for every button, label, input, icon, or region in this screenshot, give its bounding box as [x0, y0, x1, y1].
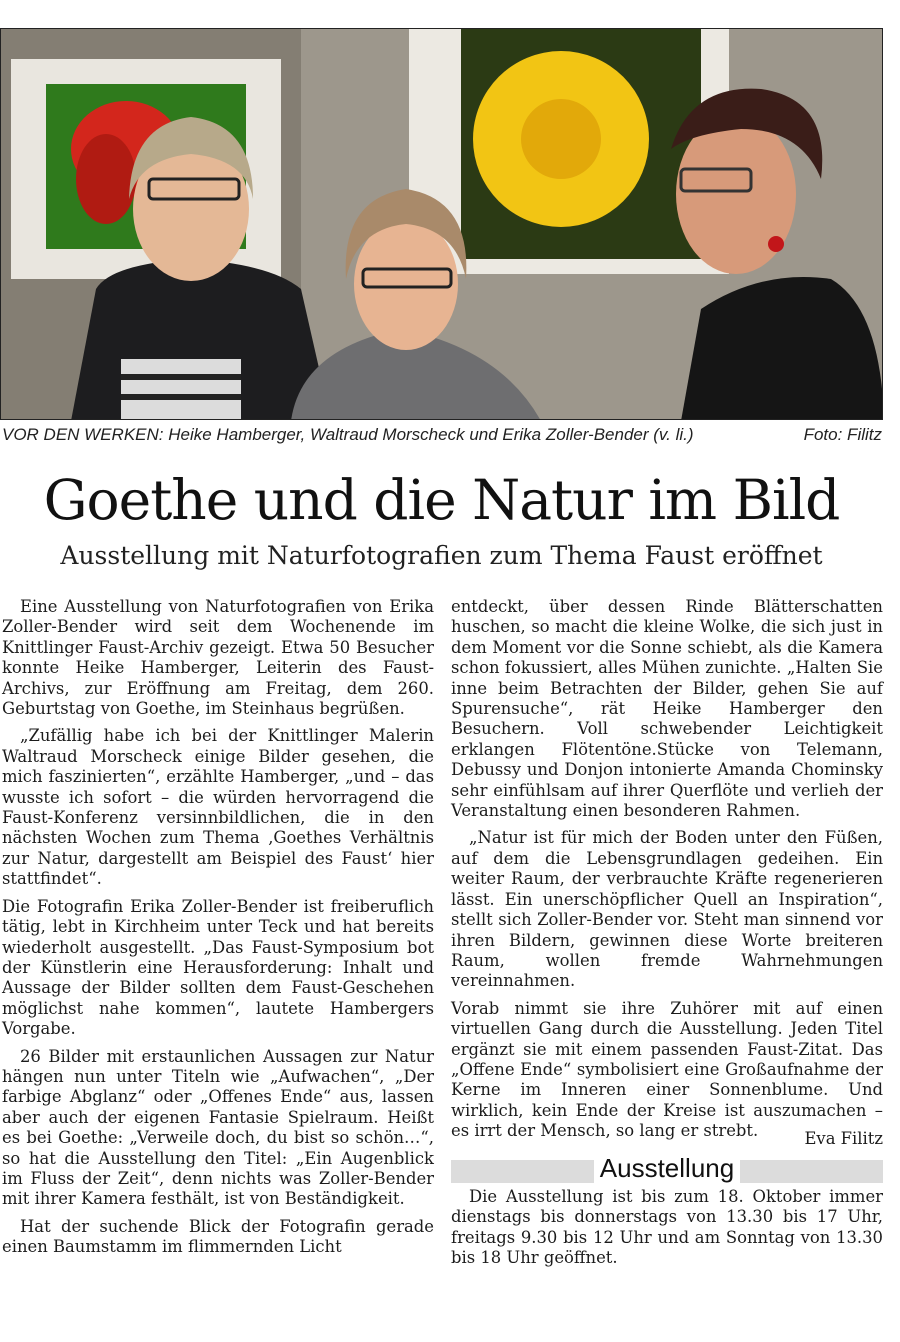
- paragraph: Hat der suchende Blick der Fotografin gerade einen Baumstamm im flimmernden Licht: [2, 1216, 434, 1257]
- infobox-text: Die Ausstellung ist bis zum 18. Oktober immer dienstags bis donnerstags von 13.30 bis 17 Uhr, freitags 9.30 bis 12 Uhr und am Sonntag von 13.30 bis 18 Uhr geöffnet.: [451, 1186, 883, 1268]
- paragraph: Vorab nimmt sie ihre Zuhörer mit auf einen virtuellen Gang durch die Ausstellung. Jeden Titel ergänzt sie mit einem passenden Faust-Zitat. Das „Offene Ende“ symbolisiert eine Großaufnahme der Kerne im Inneren einer Sonnenblume. Und wirklich, kein Ende der Kreise ist auszumachen – es irrt der Mensch, so lang er strebt.: [451, 998, 883, 1141]
- subheadline: Ausstellung mit Naturfotografien zum Thema Faust eröffnet: [60, 541, 823, 570]
- infobox-heading-text: Ausstellung: [594, 1153, 740, 1183]
- paragraph: entdeckt, über dessen Rinde Blätterschatten huschen, so macht die kleine Wolke, die sich just in dem Moment vor die Sonne schiebt, als die Kamera schon fokussiert, alles Mühen zunichte. „Halten Sie inne beim Betrachten der Bilder, gehen Sie auf Spurensuche“, rät Heike Hamberger den Besuchern. Voll schwebender Leichtigkeit erklangen Flötentöne.Stücke von Telemann, Debussy und Donjon intonierte Amanda Chominsky sehr einfühlsam auf ihrer Querflöte und verlieh der Veranstaltung einen besonderen Rahmen.: [451, 597, 883, 821]
- photo-icon: [1, 29, 883, 420]
- paragraph: 26 Bilder mit erstaunlichen Aussagen zur Natur hängen nun unter Titeln wie „Aufwachen“, „Der farbige Abglanz“ oder „Offenes Ende“ aus, lassen aber auch der eigenen Fantasie Spielraum. Heißt es bei Goethe: „Verweile doch, du bist so schön…“, so hat die Ausstellung den Titel: „Ein Augenblick im Fluss der Zeit“, denn nichts was Zoller-Bender mit ihrer Kamera festhält, ist von Beständigkeit.: [2, 1046, 434, 1209]
- byline: Eva Filitz: [804, 1128, 883, 1148]
- article-photo: [0, 28, 883, 420]
- paragraph: „Natur ist für mich der Boden unter den Füßen, auf dem die Lebensgrundlagen gedeihen. Ein weiter Raum, der verbrauchte Kräfte regenerieren lässt. Ein unerschöpflicher Quell an Inspiration“, stellt sich Zoller-Bender vor. Steht man sinnend vor ihren Bildern, gewinnen diese Worte breiteren Raum, wollen fremde Wahrnehmungen vereinnahmen.: [451, 828, 883, 991]
- caption-text: VOR DEN WERKEN: Heike Hamberger, Waltraud Morscheck und Erika Zoller-Bender (v. li.): [2, 425, 694, 444]
- headline: Goethe und die Natur im Bild: [43, 468, 840, 532]
- photo-credit: Foto: Filitz: [803, 425, 882, 444]
- photo-caption: [2, 425, 882, 445]
- paragraph: Eine Ausstellung von Naturfotografien von Erika Zoller-Bender wird seit dem Wochenende im Knittlinger Faust-Archiv gezeigt. Etwa 50 Besucher konnte Heike Hamberger, Leiterin des Faust-Archivs, zur Eröffnung am Freitag, dem 260. Geburtstag von Goethe, im Steinhaus begrüßen.: [2, 597, 434, 719]
- paragraph: „Zufällig habe ich bei der Knittlinger Malerin Waltraud Morscheck einige Bilder gesehen, die mich faszinierten“, erzählte Hamberger, „und – das wusste ich sofort – die würden hervorragend die Faust-Konferenz versinnbildlichen, die in den nächsten Wochen zum Thema ‚Goethes Verhältnis zur Natur, dargestellt am Beispiel des Faust‘ hier stattfindet“.: [2, 726, 434, 889]
- paragraph: Die Fotografin Erika Zoller-Bender ist freiberuflich tätig, lebt in Kirchheim unter Teck und hat bereits wiederholt ausgestellt. „Das Faust-Symposium bot der Künstlerin eine Herausforderung: Inhalt und Aussage der Bilder sollten dem Faust-Geschehen möglichst nahe kommen“, lautete Hambergers Vorgabe.: [2, 896, 434, 1039]
- article-column-left: [2, 597, 434, 1265]
- infobox-heading: [451, 1152, 883, 1183]
- article-column-right: [451, 597, 883, 1276]
